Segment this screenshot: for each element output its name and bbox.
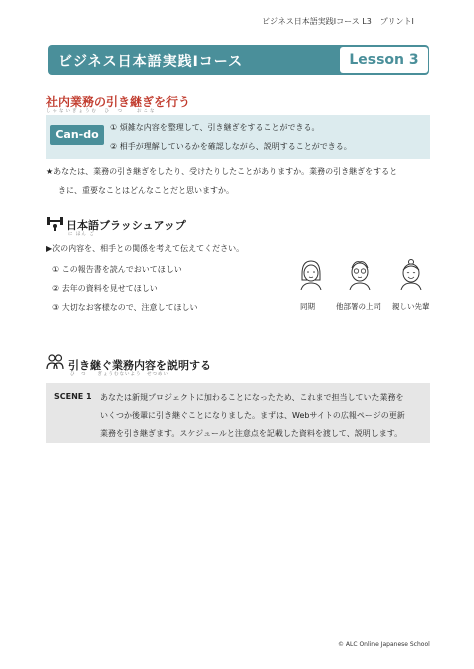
brushup-ruby: に ほん ご <box>68 232 95 237</box>
intro-line-1: ★あなたは、業務の引き継ぎをしたり、受けたりしたことがありますか。業務の引き継ぎをすると <box>46 167 398 176</box>
cando-item-1: ① 煩雑な内容を整理して、引き継ぎをすることができる。 <box>110 123 320 132</box>
intro-line-2: きに、重要なことはどんなことだと思いますか。 <box>58 186 234 195</box>
senior-face-icon <box>396 258 426 290</box>
cando-badge-label: Can-do <box>55 128 99 141</box>
person-label-senior: 親しい先輩 <box>392 302 430 311</box>
section2-title: 引き継ぐ業務内容を説明する <box>68 359 211 372</box>
brushup-instruction: ▶次の内容を、相手との関係を考えて伝えてください。 <box>46 244 245 253</box>
section2-ruby: ひ つ ぎょうむないよう せつめい <box>70 372 169 377</box>
task-item-2: ② 去年の資料を見せてほしい <box>52 284 158 293</box>
boss-face-icon <box>345 258 375 290</box>
person-label-boss: 他部署の上司 <box>336 302 381 311</box>
dumbbell-icon <box>46 215 64 231</box>
person-label-colleague: 同期 <box>300 302 315 311</box>
task-item-1: ① この報告書を読んでおいてほしい <box>52 265 182 274</box>
task-item-3: ③ 大切なお客様なので、注意してほしい <box>52 303 198 312</box>
section-title-text: 社内業務の引き継ぎを行う <box>46 95 191 109</box>
course-title: ビジネス日本語実践Ⅰコース <box>58 54 244 70</box>
scene-line-2: いくつか後輩に引き継ぐことになりました。まずは、Webサイトの広報ページの更新 <box>100 411 405 420</box>
cando-item-2: ② 相手が理解しているかを確認しながら、説明することができる。 <box>110 142 352 151</box>
cando-badge <box>50 125 104 145</box>
scene-label: SCENE 1 <box>54 392 92 401</box>
section-title-ruby: しゃないぎょうむ ひ つ おこな <box>46 109 157 114</box>
lesson-label: Lesson 3 <box>349 52 419 68</box>
course-header: ビジネス日本語実践Ⅰコース L3 プリントⅠ <box>262 17 414 26</box>
brushup-title: 日本語ブラッシュアップ <box>66 219 186 232</box>
lesson-badge <box>340 47 428 73</box>
copyright-footer: © ALC Online Japanese School <box>338 641 430 648</box>
colleague-face-icon <box>296 258 326 290</box>
scene-line-3: 業務を引き継ぎます。スケジュールと注意点を記載した資料を渡して、説明します。 <box>100 429 403 438</box>
people-icon <box>46 354 64 370</box>
scene-line-1: あなたは新規プロジェクトに加わることになったため、これまで担当していた業務を <box>100 393 404 402</box>
section-title-handover <box>46 93 191 114</box>
